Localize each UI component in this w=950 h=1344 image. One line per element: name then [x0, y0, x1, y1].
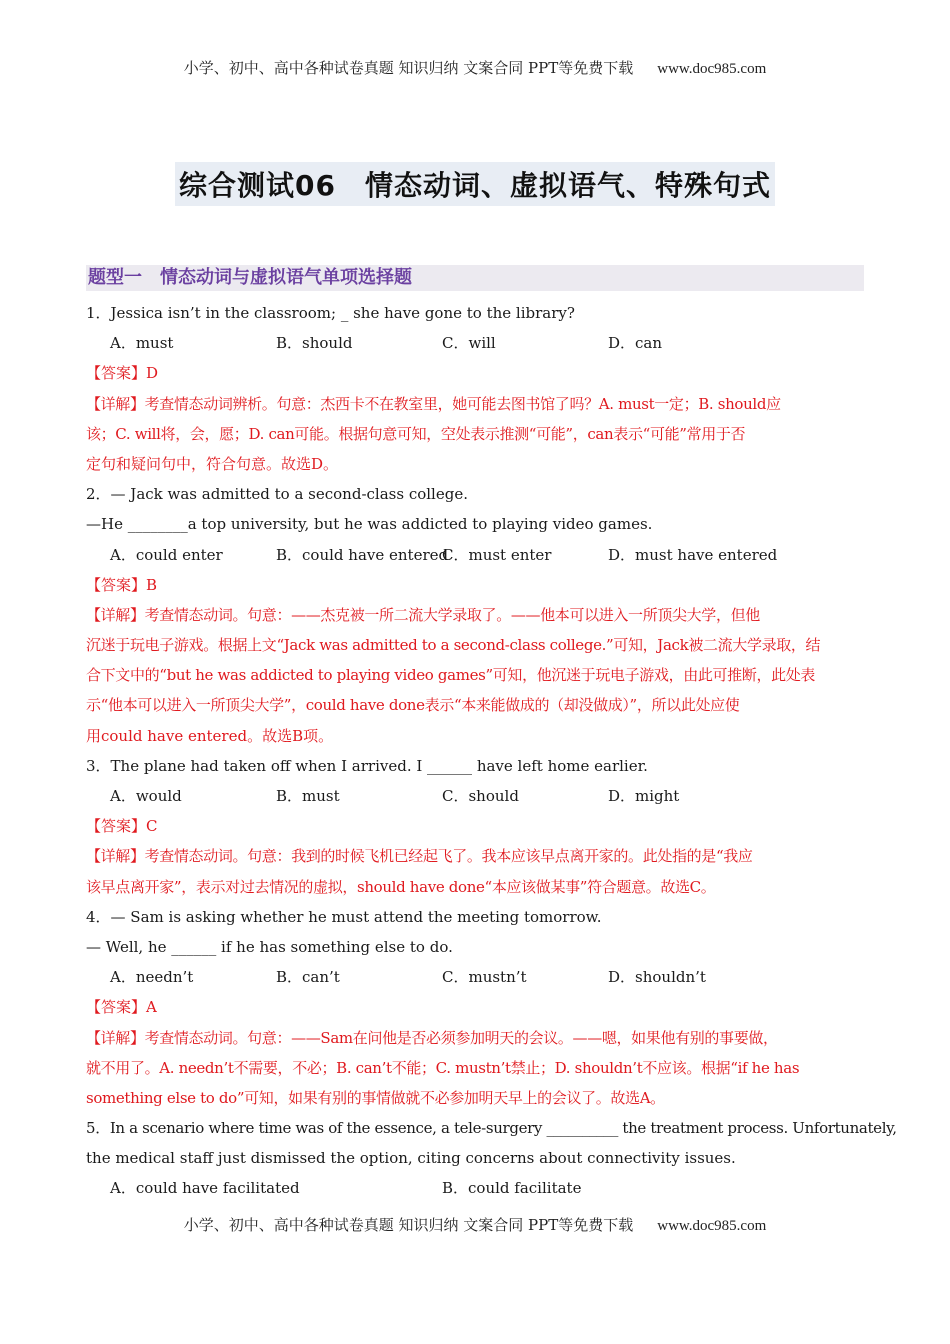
options-row: [86, 781, 866, 811]
option-d: D．must have entered: [608, 545, 778, 564]
option-b: B．could have entered: [276, 545, 449, 564]
options-row: [86, 1173, 866, 1203]
question-3: [86, 751, 866, 902]
explanation-line: 合下文中的“but he was addicted to playing video games”可知，他沉迷于玩电子游戏，由此可推断，此处表: [86, 666, 816, 685]
options-row: [86, 540, 866, 570]
answer-line: 【答案】B: [86, 575, 158, 594]
option-c: C．should: [442, 787, 519, 805]
option-a: A．must: [110, 334, 174, 353]
footer-text: 小学、初中、高中各种试卷真题 知识归纳 文案合同 PPT等免费下载: [183, 1216, 634, 1234]
section-heading: 题型一 情态动词与虚拟语气单项选择题: [86, 265, 864, 291]
question-4: [86, 902, 866, 1113]
explanation-line: 该早点离开家”，表示对过去情况的虚拟，should have done“本应该做某事”符合题意。故选C。: [86, 877, 716, 896]
question-stem: 3．The plane had taken off when I arrived. I ______ have left home earlier.: [86, 756, 648, 775]
option-a: A．could enter: [110, 545, 223, 564]
explanation-line: 示“他本可以进入一所顶尖大学”，could have done表示“本来能做成的（却没做成）”，所以此处应使: [86, 696, 740, 715]
explanation-line: 就不用了。A. needn’t不需要，不必；B. can’t不能；C. mustn’t禁止；D. shouldn’t不应该。根据“if he has: [86, 1058, 800, 1077]
option-a: A．needn’t: [110, 968, 194, 987]
option-b: B．must: [276, 787, 340, 805]
options-row: [86, 962, 866, 992]
option-b: B．should: [276, 334, 353, 353]
answer-line: 【答案】A: [86, 998, 157, 1017]
header-text: 小学、初中、高中各种试卷真题 知识归纳 文案合同 PPT等免费下载: [183, 59, 634, 77]
question-stem: 5．In a scenario where time was of the essence, a tele-surgery __________ the treatment process. Unfortunately,: [86, 1119, 897, 1138]
answer-line: 【答案】C: [86, 817, 158, 836]
question-stem: — Well, he ______ if he has something else to do.: [86, 937, 453, 956]
explanation-line: 该；C. will将，会，愿；D. can可能。根据句意可知，空处表示推测“可能”，can表示“可能”常用于否: [86, 424, 746, 443]
option-d: D．might: [608, 787, 680, 805]
title-text: 综合测试06 情态动词、虚拟语气、特殊句式: [175, 162, 775, 206]
options-row: [86, 328, 866, 358]
option-a: A．would: [110, 787, 182, 805]
answer-line: 【答案】D: [86, 364, 159, 383]
option-c: C．must enter: [442, 545, 552, 564]
question-list: [86, 298, 897, 1204]
explanation-line: something else to do”可知，如果有别的事情做就不必参加明天早上的会议了。故选A。: [86, 1088, 665, 1107]
question-stem: 2．— Jack was admitted to a second-class college.: [86, 485, 468, 504]
document-title: [0, 162, 950, 206]
option-c: C．will: [442, 334, 496, 353]
page-header: [0, 57, 950, 78]
explanation-line: 定句和疑问句中，符合句意。故选D。: [86, 454, 339, 473]
option-a: A．could have facilitated: [110, 1179, 300, 1198]
page-footer: [0, 1214, 950, 1235]
question-1: [86, 298, 866, 479]
question-stem: the medical staff just dismissed the option, citing concerns about connectivity issues.: [86, 1149, 736, 1168]
explanation-line: 沉迷于玩电子游戏。根据上文“Jack was admitted to a second-class college.”可知，Jack被二流大学录取，结: [86, 636, 821, 655]
question-stem: 4．— Sam is asking whether he must attend the meeting tomorrow.: [86, 907, 602, 926]
footer-url[interactable]: www.doc985.com: [657, 1218, 767, 1234]
explanation-line: 用could have entered。故选B项。: [86, 726, 334, 745]
header-url[interactable]: www.doc985.com: [657, 61, 767, 77]
option-b: B．could facilitate: [442, 1179, 582, 1198]
explanation-line: 【详解】考查情态动词。句意：——Sam在问他是否必须参加明天的会议。——嗯，如果他有别的事要做，: [86, 1028, 778, 1047]
option-d: D．can: [608, 334, 663, 353]
explanation-line: 【详解】考查情态动词辨析。句意：杰西卡不在教室里，她可能去图书馆了吗？A. must一定；B. should应: [86, 394, 781, 413]
explanation-line: 【详解】考查情态动词。句意：——杰克被一所二流大学录取了。——他本可以进入一所顶尖大学，但他: [86, 605, 760, 624]
question-stem: —He ________a top university, but he was addicted to playing video games.: [86, 515, 653, 534]
option-d: D．shouldn’t: [608, 968, 706, 987]
question-stem: 1．Jessica isn’t in the classroom; _ she have gone to the library?: [86, 304, 575, 322]
explanation-line: 【详解】考查情态动词。句意：我到的时候飞机已经起飞了。我本应该早点离开家的。此处指的是“我应: [86, 847, 753, 866]
option-b: B．can’t: [276, 968, 340, 987]
question-2: [86, 479, 866, 751]
question-5: [86, 1113, 897, 1204]
option-c: C．mustn’t: [442, 968, 527, 987]
